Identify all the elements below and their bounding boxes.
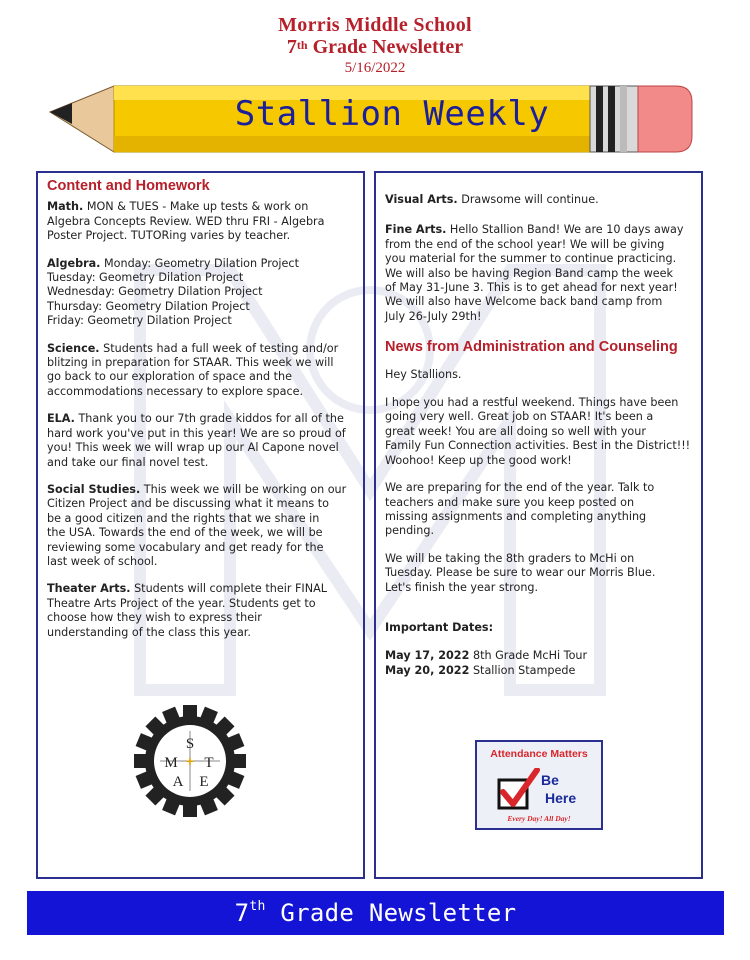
theater-arts-paragraph: Theater Arts. Students will complete their FINAL Theatre Arts Project of the year. Students get to choose how they wish to express their understanding of the class this year. [47, 582, 327, 639]
steam-letter-a: A [172, 774, 184, 790]
science-paragraph: Science. Students had a full week of testing and/or blitzing in preparation for STAAR. This week we will go back to our exploration of space and the accommodations necessary to explore space. [47, 341, 339, 398]
fine-arts-paragraph: Fine Arts. Hello Stallion Band! We are 10 days away from the end of the school year! We will be giving you material for the summer to continue practicing. We will also be having Region Band camp the week of May 31-June 3. This is to get ahead for next year! We will also have Welcome back band camp from July 26-July 29th! [385, 223, 684, 323]
attendance-footer: Every Day! All Day! [507, 814, 571, 823]
important-dates-list [385, 649, 697, 678]
section-title-admin-news: News from Administration and Counseling [385, 339, 678, 356]
social-studies-paragraph: Social Studies. This week we will be working on our Citizen Project and be discussing what it means to be a good citizen and the rights that we share in the USA. Towards the end of the week, we will be reviewing some vocabulary and get ready for the last week of school. [47, 482, 347, 568]
steam-gear-logo [125, 705, 255, 817]
math-paragraph: Math. MON & TUES - Make up tests & work on Algebra Concepts Review. WED thru FRI - Algebra Poster Project. TUTORing varies by teacher. [47, 200, 325, 243]
section-title-content-homework: Content and Homework [47, 178, 210, 194]
date-item: May 17, 2022 8th Grade McHi Tour [385, 649, 588, 663]
left-column-content [47, 179, 359, 653]
banner-title: Stallion Weekly [234, 94, 550, 134]
visual-arts-paragraph: Visual Arts. Drawsome will continue. [385, 193, 599, 206]
greeting-text: Hey Stallions. [385, 367, 462, 381]
footer-bar [27, 891, 724, 935]
attendance-title: Attendance Matters [490, 748, 588, 760]
newsletter-date: 5/16/2022 [344, 60, 406, 76]
steam-letter-s: S [185, 736, 195, 752]
school-name: Morris Middle School [278, 14, 472, 36]
attendance-matters-graphic [475, 740, 603, 830]
newsletter-grade-title: 7th Grade Newsletter [286, 36, 464, 58]
steam-plus-icon: + [185, 753, 195, 769]
admin-paragraph-1: I hope you had a restful weekend. Things have been going very well. Great job on STAAR! It's been a great week! You are all doing so well with your Family Fun Connection activities. Best in the District!!! Woohoo! Keep up the good work! [385, 396, 691, 467]
admin-paragraph-2: We are preparing for the end of the year. Talk to teachers and make sure you keep posted on missing assignments and completing anything pending. [385, 481, 655, 538]
ela-paragraph: ELA. Thank you to our 7th grade kiddos for all of the hard work you've put in this year! We are so proud of you! This week we will wrap up our Al Capone novel and take our final novel test. [47, 412, 346, 469]
algebra-paragraph: Algebra. Monday: Geometry Dilation Project Tuesday: Geometry Dilation Project Wednesday: Geometry Dilation Project Thursday: Geometry Dilation Project Friday: Geometry Dilation Project [47, 256, 299, 328]
steam-letter-t: T [204, 755, 214, 771]
right-column-content [385, 193, 697, 678]
attendance-here: Here [545, 790, 577, 806]
date-item: May 20, 2022 Stallion Stampede [385, 663, 576, 677]
checkbox-check-icon [495, 768, 541, 812]
steam-letter-m: M [164, 755, 178, 771]
admin-paragraph-3: We will be taking the 8th graders to McHi on Tuesday. Please be sure to wear our Morris Blue. Let's finish the year strong. [385, 551, 656, 594]
attendance-be: Be [541, 772, 559, 788]
important-dates-title: Important Dates: [385, 620, 494, 634]
newsletter-header [0, 14, 750, 77]
footer-text: 7th Grade Newsletter [234, 899, 517, 927]
steam-letter-e: E [199, 774, 209, 790]
